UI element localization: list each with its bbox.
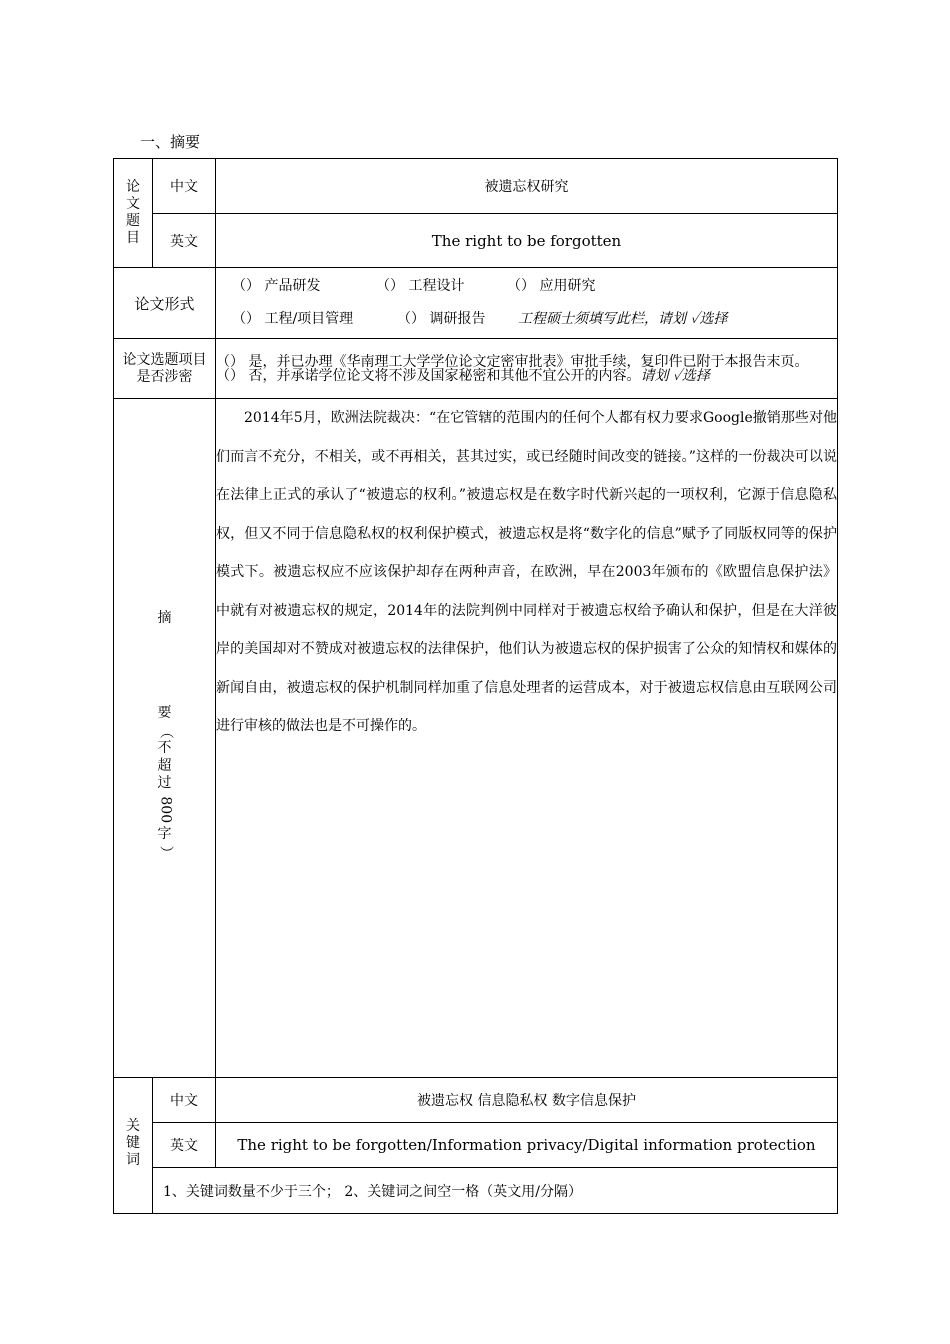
thesis-form-note: 工程硕士须填写此栏，请划 ✓选择	[518, 311, 728, 327]
secret-option-yes[interactable]: （） 是，并已办理《华南理工大学学位论文定密审批表》审批手续，复印件已附于本报告末页。	[216, 353, 809, 370]
keywords-label	[114, 1078, 153, 1214]
abstract-label-char: 不	[157, 740, 172, 756]
english-keywords-value[interactable]: The right to be forgotten/Information privacy/Digital information protection	[216, 1123, 838, 1168]
chinese-keywords-value[interactable]: 被遗忘权 信息隐私权 数字信息保护	[216, 1078, 838, 1123]
option-applied-research[interactable]: （） 应用研究	[507, 278, 596, 294]
chinese-keywords-label: 中文	[153, 1078, 216, 1123]
option-engineering-design[interactable]: （） 工程设计	[376, 278, 465, 294]
thesis-form-options-line1	[232, 270, 837, 303]
secret-note: 请划 ✓选择	[640, 367, 710, 384]
english-keywords-label: 英文	[153, 1123, 216, 1168]
abstract-text-cell[interactable]	[216, 399, 838, 1078]
option-product-rd[interactable]: （） 产品研发	[232, 278, 321, 294]
thesis-title-label-char: 题	[126, 213, 140, 229]
thesis-form-options-line2	[232, 303, 837, 336]
option-project-management[interactable]: （） 工程/项目管理	[232, 311, 354, 327]
abstract-label-char: 字	[157, 826, 172, 842]
keywords-label-char: 词	[126, 1152, 140, 1168]
english-title-label: 英文	[153, 214, 216, 268]
option-survey-report[interactable]: （） 调研报告	[397, 311, 486, 327]
abstract-label-bottom	[114, 705, 215, 861]
chinese-title-label: 中文	[153, 159, 216, 214]
chinese-title-value[interactable]: 被遗忘权研究	[216, 159, 838, 214]
thesis-title-label	[114, 159, 153, 268]
abstract-form-table	[113, 158, 838, 1214]
english-title-value[interactable]: The right to be forgotten	[216, 214, 838, 268]
abstract-label	[114, 399, 216, 1078]
abstract-label-char: 超	[157, 757, 172, 774]
abstract-label-char: （	[157, 724, 174, 739]
abstract-label-char: 过	[157, 775, 172, 791]
abstract-label-top: 摘	[157, 610, 172, 626]
secret-options	[216, 339, 838, 399]
abstract-text: 2014年5月，欧洲法院裁决：“在它管辖的范围内的任何个人都有权力要求Google撤销那些对他们而言不充分，不相关，或不再相关，甚其过实，或已经随时间改变的链接。”这样的一份裁决可以说在法律上正式的承认了“被遗忘的权利。”被遗忘权是在数字时代新兴起的一项权利，它源于信息隐私权，但又不同于信息隐私权的权利保护模式，被遗忘权是将“数字化的信息”赋予了同版权同等的保护模式下。被遗忘权应不应该保护却存在两种声音，在欧洲，早在2003年颁布的《欧盟信息保护法》中就有对被遗忘权的规定，2014年的法院判例中同样对于被遗忘权给予确认和保护，但是在大洋彼岸的美国却对不赞成对被遗忘权的法律保护，他们认为被遗忘权的保护损害了公众的知情权和媒体的新闻自由，被遗忘权的保护机制同样加重了信息处理者的运营成本，对于被遗忘权信息由互联网公司进行审核的做法也是不可操作的。	[216, 410, 837, 734]
secret-option-no[interactable]: （） 否，并承诺学位论文将不涉及国家秘密和其他不宜公开的内容。	[216, 367, 641, 384]
secret-label: 论文选题项目是否涉密	[114, 339, 216, 399]
thesis-title-label-char: 论	[126, 179, 140, 195]
thesis-form-options	[216, 268, 838, 339]
section-heading: 一、摘要	[140, 133, 201, 151]
abstract-label-char: ）	[157, 845, 174, 860]
thesis-title-label-char: 目	[126, 230, 140, 246]
secret-option-no-line	[216, 369, 837, 383]
thesis-title-label-char: 文	[126, 196, 140, 212]
abstract-label-char: 要	[157, 705, 172, 721]
keywords-label-char: 关	[126, 1118, 140, 1134]
keywords-rule: 1、关键词数量不少于三个； 2、关键词之间空一格（英文用/分隔）	[153, 1168, 838, 1214]
thesis-form-label: 论文形式	[114, 268, 216, 339]
keywords-label-char: 键	[126, 1135, 140, 1151]
abstract-label-char: 800	[157, 795, 174, 823]
